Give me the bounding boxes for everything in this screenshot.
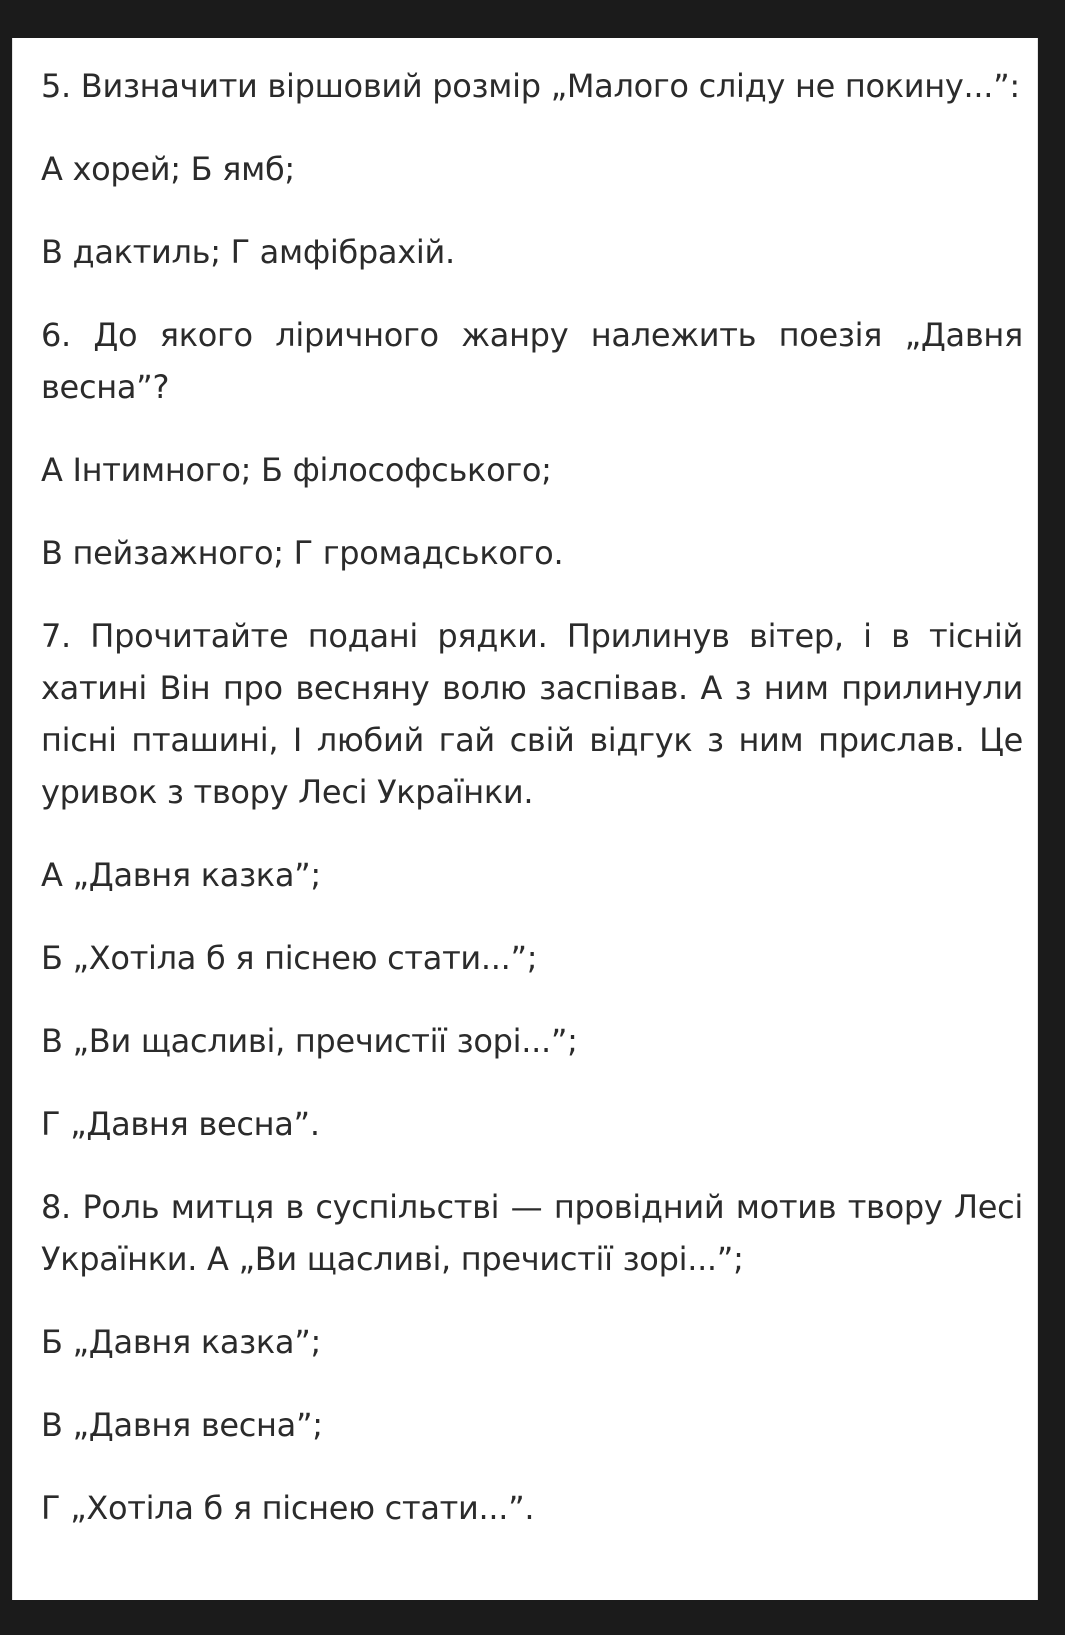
- document-page: [12, 38, 1038, 1600]
- question-6-options-c-d: В пейзажного; Г громадського.: [41, 534, 564, 572]
- question-7: 7. Прочитайте подані рядки. Прилинув вітер, і в тісній хатині Він про весняну волю заспівав. А з ним прилинули пісні пташині, І любий гай свій відгук з ним прислав. Це уривок з твору Лесі Українки.: [41, 617, 1023, 811]
- question-5-options-c-d: В дактиль; Г амфібрахій.: [41, 233, 455, 271]
- question-6: 6. До якого ліричного жанру належить поезія „Давня весна”?: [41, 316, 1023, 406]
- question-6-options-a-b: А Інтимного; Б філософського;: [41, 451, 552, 489]
- question-7-option-d: Г „Давня весна”.: [41, 1105, 320, 1143]
- question-8-option-d: Г „Хотіла б я піснею стати...”.: [41, 1489, 535, 1527]
- question-5-options-a-b: А хорей; Б ямб;: [41, 150, 295, 188]
- top-system-bar: [0, 0, 1065, 38]
- document-content: [41, 60, 1023, 1565]
- question-7-option-c: В „Ви щасливі, пречистії зорі...”;: [41, 1022, 578, 1060]
- question-7-option-a: А „Давня казка”;: [41, 856, 321, 894]
- bottom-navigation-bar: [0, 1600, 1065, 1635]
- question-8-option-b: Б „Давня казка”;: [41, 1323, 321, 1361]
- question-5: 5. Визначити віршовий розмір „Малого сліду не покину...”:: [41, 67, 1020, 105]
- question-8-option-c: В „Давня весна”;: [41, 1406, 323, 1444]
- question-7-option-b: Б „Хотіла б я піснею стати...”;: [41, 939, 538, 977]
- question-8: 8. Роль митця в суспільстві — провідний мотив твору Лесі Українки. А „Ви щасливі, пречистії зорі...”;: [41, 1188, 1023, 1278]
